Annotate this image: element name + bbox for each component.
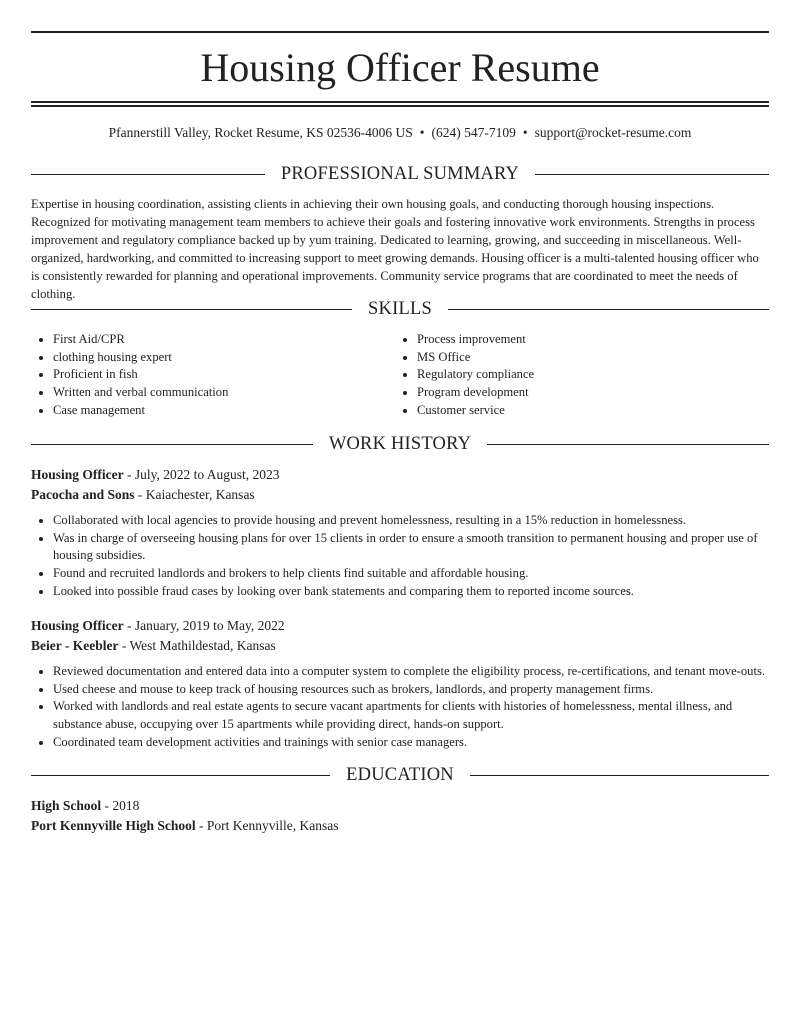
heading-rule [31, 309, 352, 310]
education-degree: High School [31, 798, 102, 813]
heading-rule [31, 775, 330, 776]
job-dates: - July, 2022 to August, 2023 [123, 467, 280, 482]
education-location: - Port Kennyville, Kansas [195, 818, 339, 833]
job-bullet: • Coordinated team development activities and trainings with senior case managers. [53, 734, 769, 752]
section-title: PROFESSIONAL SUMMARY [280, 164, 520, 184]
contact-separator: • [419, 125, 425, 140]
job-company-line [31, 636, 769, 656]
heading-rule [448, 309, 769, 310]
skill-item: • First Aid/CPR [53, 331, 395, 349]
section-title: WORK HISTORY [328, 434, 472, 454]
education-school: Port Kennyville High School [31, 818, 196, 833]
contact-line [0, 124, 800, 142]
skill-item: • Process improvement [417, 331, 759, 349]
job-bullet: • Found and recruited landlords and brokers to help clients find suitable and affordable housing. [53, 565, 769, 583]
skill-item: • Regulatory compliance [417, 366, 759, 384]
job-company-line [31, 485, 769, 505]
heading-rule [535, 174, 769, 175]
skills-column-right [395, 331, 759, 420]
section-heading-work [31, 432, 769, 456]
skills-column-left [31, 331, 395, 420]
job-bullet: • Was in charge of overseeing housing plans for over 15 clients in order to ensure a smooth transition to permanent housing and proper use of housing subsidies. [53, 530, 769, 565]
job-bullets [31, 663, 769, 752]
heading-rule [487, 444, 769, 445]
contact-address: Pfannerstill Valley, Rocket Resume, KS 02536-4006 US [108, 125, 413, 140]
education-entry [31, 796, 769, 836]
education-degree-line [31, 796, 769, 816]
section-title: SKILLS [368, 299, 432, 319]
skill-item: • Proficient in fish [53, 366, 395, 384]
heading-rule [31, 444, 313, 445]
contact-phone: (624) 547-7109 [431, 125, 516, 140]
heading-rule [470, 775, 769, 776]
job-bullets [31, 512, 769, 601]
job-title-line [31, 616, 769, 636]
skill-item: • Customer service [417, 402, 759, 420]
skill-item: • Case management [53, 402, 395, 420]
contact-separator: • [522, 125, 528, 140]
job-company: Pacocha and Sons [31, 486, 135, 502]
job-bullet: • Worked with landlords and real estate agents to secure vacant apartments for clients with histories of homelessness, mental illness, and substance abuse, occupying over 15 apartments while providing direct, hands-on support. [53, 698, 769, 733]
section-title: EDUCATION [346, 765, 454, 785]
job-bullet: • Looked into possible fraud cases by looking over bank statements and comparing them to reported income sources. [53, 583, 769, 601]
contact-email: support@rocket-resume.com [534, 125, 692, 140]
skills-list [31, 331, 769, 420]
job-company: Beier - Keebler [31, 637, 119, 653]
section-heading-education [31, 763, 769, 787]
skill-item: • Written and verbal communication [53, 384, 395, 402]
skill-item: • clothing housing expert [53, 349, 395, 367]
skill-item: • MS Office [417, 349, 759, 367]
summary-text: Expertise in housing coordination, assisting clients in achieving their own housing goals, and conducting thorough housing inspections. Recognized for motivating management team members to achieve their goals and fostering innovative work environments. Strengths in process improvement and regulatory compliance backed up by yum training. Dedicated to learning, growing, and succeeding in miscellaneous. Well-organized, hardworking, and committed to increasing support to meet growing demands. Housing officer is a multi-talented housing officer who is consistently rewarded for planning and operational improvements. Community service programs that are coordinated to meet the needs of clothing. [31, 197, 759, 301]
job-bullet: • Reviewed documentation and entered data into a computer system to complete the eligibility process, re-certifications, and tenant move-outs. [53, 663, 769, 681]
job-location: - West Mathildestad, Kansas [118, 637, 276, 653]
job-bullet: • Collaborated with local agencies to provide housing and prevent homelessness, resulting in a 15% reduction in homelessness. [53, 512, 769, 530]
job-entry [31, 616, 769, 752]
education-year: - 2018 [101, 798, 140, 813]
top-rule [31, 31, 769, 33]
section-heading-skills [31, 297, 769, 321]
job-title-line [31, 465, 769, 485]
skill-item: • Program development [417, 384, 759, 402]
job-title: Housing Officer [31, 467, 124, 482]
job-dates: - January, 2019 to May, 2022 [123, 618, 285, 633]
section-heading-summary [31, 162, 769, 186]
job-bullet: • Used cheese and mouse to keep track of housing resources such as brokers, landlords, and property management firms. [53, 681, 769, 699]
job-title: Housing Officer [31, 618, 124, 633]
education-school-line [31, 816, 769, 836]
heading-rule [31, 174, 265, 175]
page-title: Housing Officer Resume [200, 45, 600, 90]
job-location: - Kaiachester, Kansas [134, 486, 255, 502]
title-double-rule [31, 101, 769, 107]
job-entry [31, 465, 769, 601]
